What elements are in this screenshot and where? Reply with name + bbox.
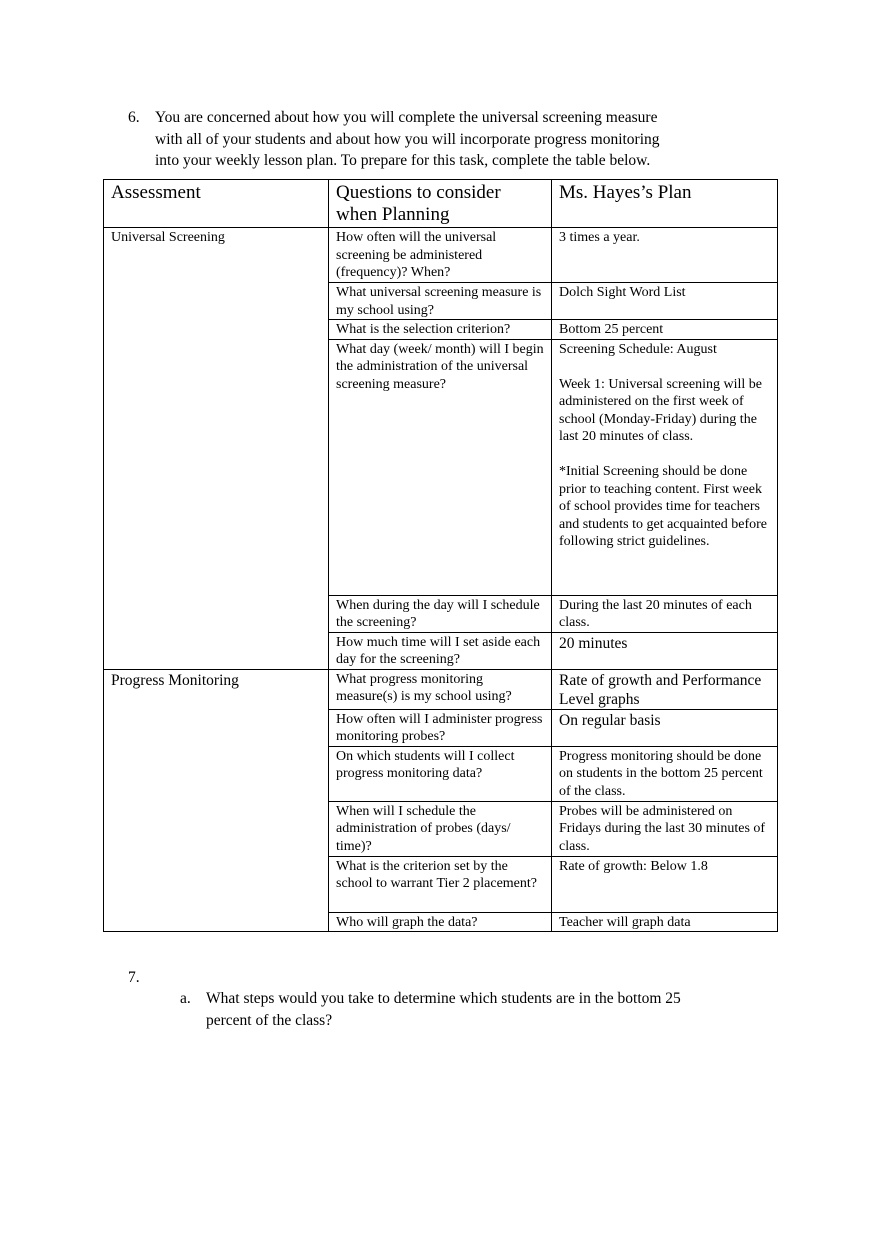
plan-cell: Progress monitoring should be done on students in the bottom 25 percent of the class.	[552, 746, 778, 801]
question-cell: On which students will I collect progress monitoring data?	[329, 746, 552, 801]
question-7a-label: a.	[180, 990, 191, 1007]
progress-monitoring-label: Progress Monitoring	[104, 669, 329, 709]
question-cell: When will I schedule the administration of probes (days/ time)?	[329, 801, 552, 856]
table-row	[104, 339, 778, 595]
question-cell: What day (week/ month) will I begin the administration of the universal screening measure?	[329, 339, 552, 595]
table-row	[104, 856, 778, 912]
plan-schedule-note: *Initial Screening should be done prior to teaching content. First week of school provides time for teachers and students to get acquainted before following strict guidelines.	[559, 464, 767, 549]
plan-cell: Bottom 25 percent	[552, 320, 778, 340]
table-row	[104, 912, 778, 932]
question-cell: Who will graph the data?	[329, 912, 552, 932]
universal-screening-label: Universal Screening	[104, 228, 329, 283]
question-6-number: 6.	[128, 109, 140, 126]
question-cell: What progress monitoring measure(s) is my school using?	[329, 669, 552, 709]
table-row	[104, 709, 778, 746]
question-6-line: You are concerned about how you will complete the universal screening measure	[155, 109, 658, 126]
header-assessment: Assessment	[104, 180, 329, 228]
plan-cell: 20 minutes	[552, 632, 778, 669]
table-row	[104, 746, 778, 801]
question-cell: What universal screening measure is my school using?	[329, 283, 552, 320]
plan-cell: Rate of growth and Performance Level graphs	[552, 669, 778, 709]
plan-cell: Probes will be administered on Fridays during the last 30 minutes of class.	[552, 801, 778, 856]
plan-cell: Dolch Sight Word List	[552, 283, 778, 320]
table-row	[104, 595, 778, 632]
table-row	[104, 632, 778, 669]
header-plan: Ms. Hayes’s Plan	[552, 180, 778, 228]
header-questions: Questions to consider when Planning	[329, 180, 552, 228]
plan-cell: Rate of growth: Below 1.8	[552, 856, 778, 912]
plan-schedule-week1: Week 1: Universal screening will be administered on the first week of school (Monday-Friday) during the last 20 minutes of class.	[559, 376, 762, 444]
assessment-plan-table	[103, 179, 778, 932]
plan-cell: During the last 20 minutes of each class.	[552, 595, 778, 632]
question-cell: How often will the universal screening be administered (frequency)? When?	[329, 228, 552, 283]
question-7a-line: percent of the class?	[206, 1011, 333, 1029]
table-row	[104, 283, 778, 320]
plan-cell	[552, 339, 778, 595]
plan-cell: On regular basis	[552, 709, 778, 746]
table-header-row	[104, 180, 778, 228]
question-6-line: with all of your students and about how you will incorporate progress monitoring	[155, 130, 660, 148]
question-7a-text	[206, 988, 776, 1031]
question-7-number: 7.	[128, 969, 140, 986]
table-row	[104, 228, 778, 283]
plan-cell: 3 times a year.	[552, 228, 778, 283]
question-7a-line: What steps would you take to determine which students are in the bottom 25	[206, 990, 681, 1007]
table-row	[104, 320, 778, 340]
table-row	[104, 669, 778, 709]
plan-cell: Teacher will graph data	[552, 912, 778, 932]
plan-schedule-heading: Screening Schedule: August	[559, 341, 717, 357]
question-6-text	[155, 107, 745, 172]
question-cell: How much time will I set aside each day for the screening?	[329, 632, 552, 669]
question-cell: What is the criterion set by the school to warrant Tier 2 placement?	[329, 856, 552, 912]
question-6-line: into your weekly lesson plan. To prepare for this task, complete the table below.	[155, 152, 651, 169]
table-row	[104, 801, 778, 856]
question-cell: What is the selection criterion?	[329, 320, 552, 340]
question-cell: When during the day will I schedule the screening?	[329, 595, 552, 632]
question-cell: How often will I administer progress monitoring probes?	[329, 709, 552, 746]
